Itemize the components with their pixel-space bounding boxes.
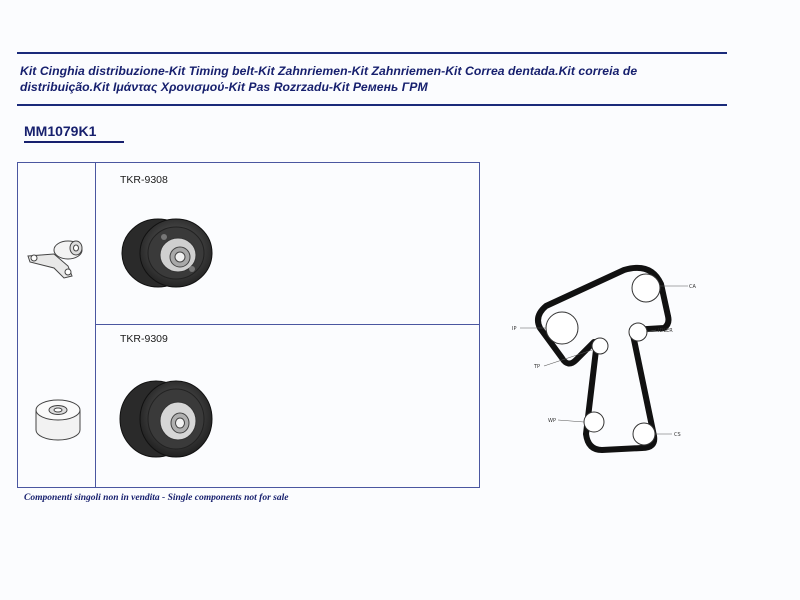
components-table xyxy=(17,162,480,488)
top-rule xyxy=(17,52,727,54)
tensioner-assembly-icon xyxy=(24,232,92,282)
kit-code-underline xyxy=(24,141,124,143)
label-ca: CA xyxy=(689,284,696,290)
idler-pulley xyxy=(629,323,647,341)
label-wp: WP xyxy=(548,418,556,424)
label-idler: IDLER xyxy=(658,328,673,334)
part-number-tkr-9309: TKR-9309 xyxy=(120,333,168,345)
kit-code: MM1079K1 xyxy=(24,123,97,139)
crankshaft-pulley xyxy=(633,423,655,445)
table-divider-horizontal xyxy=(95,324,479,325)
camshaft-pulley xyxy=(632,274,660,302)
kit-title: Kit Cinghia distribuzione-Kit Timing belt-Kit Zahnriemen-Kit Zahnriemen-Kit Correa dentada.Kit correia de distribuição.Kit Ιμάντας Χρονισμού-Kit Pas Rozrzadu-Kit Ремень ГРМ xyxy=(20,64,638,94)
belt-routing-diagram xyxy=(506,258,706,454)
tensioner-pulley xyxy=(592,338,608,354)
label-tp: TP xyxy=(534,364,541,370)
label-cs: CS xyxy=(674,432,681,438)
water-pump-pulley xyxy=(584,412,604,432)
idler-pulley-icon xyxy=(118,377,218,459)
title-bottom-rule xyxy=(17,104,727,106)
part-number-tkr-9308: TKR-9308 xyxy=(120,174,168,186)
footer-note: Componenti singoli non in vendita - Single components not for sale xyxy=(24,493,289,503)
idler-roller-icon xyxy=(30,396,86,446)
tensioner-pulley-icon xyxy=(118,213,218,289)
injection-pump-pulley xyxy=(546,312,578,344)
table-divider-vertical xyxy=(95,163,96,487)
label-ip: IP xyxy=(512,326,517,332)
